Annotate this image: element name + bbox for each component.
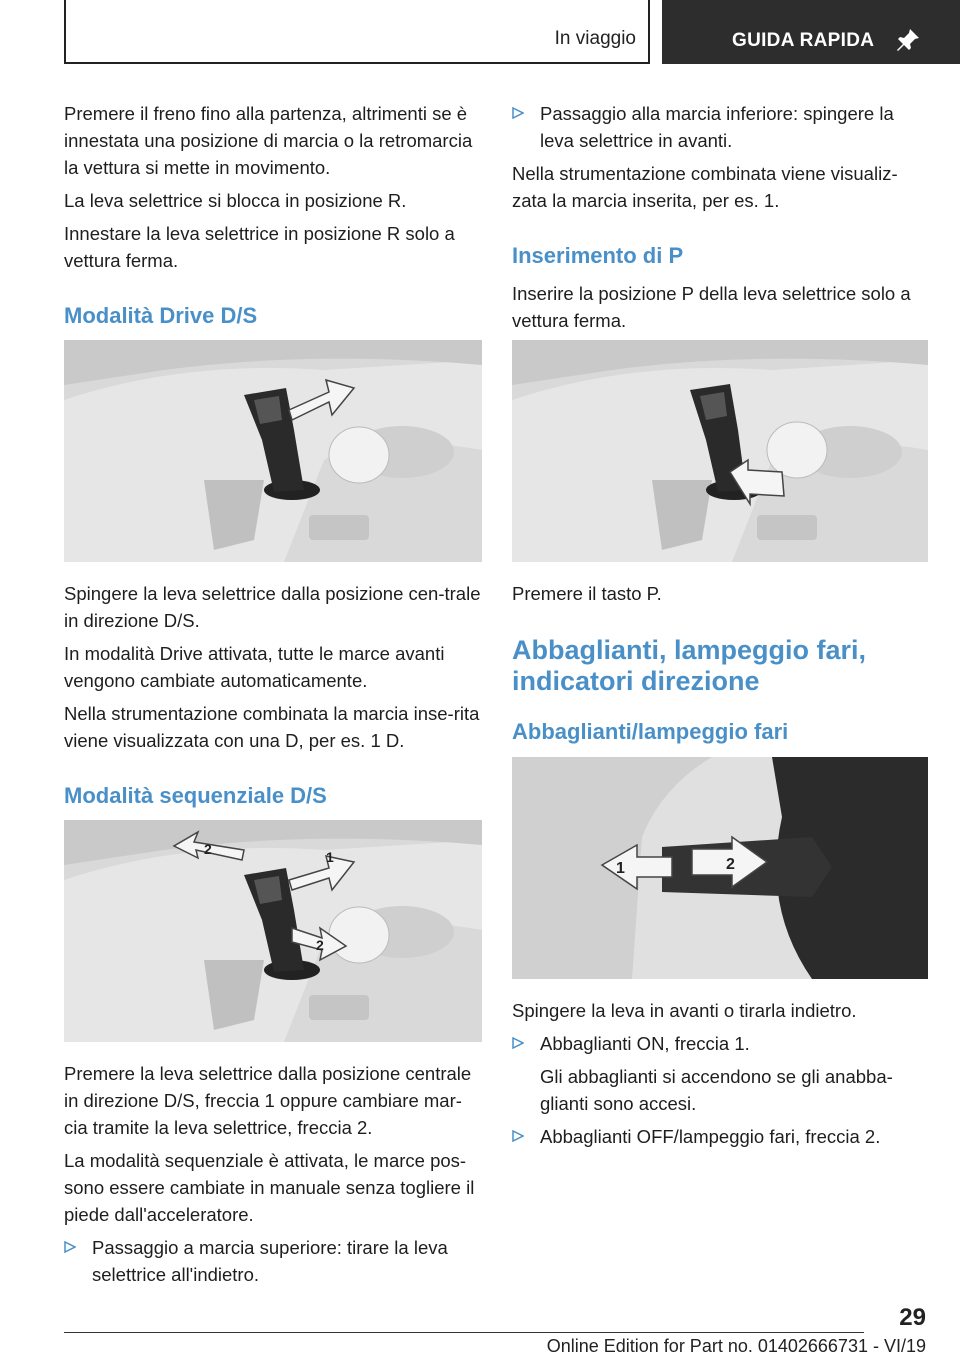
section-heading-park: Inserimento di P bbox=[512, 243, 684, 268]
paragraph: Nella strumentazione combinata la marcia inse-rita viene visualizzata con una D, per es. 1 D. bbox=[64, 703, 480, 751]
pin-icon bbox=[894, 26, 922, 54]
arrow-label-1: 1 bbox=[616, 860, 625, 877]
paragraph: Nella strumentazione combinata viene visualiz-zata la marcia inserita, per es. 1. bbox=[512, 163, 898, 211]
paragraph: Innestare la leva selettrice in posizione R solo a vettura ferma. bbox=[64, 223, 455, 271]
paragraph: La modalità sequenziale è attivata, le marce pos-sono essere cambiate in manuale senza togliere il piede dall'acceleratore. bbox=[64, 1150, 475, 1225]
edition-note: Online Edition for Part no. 01402666731 - VI/19 bbox=[546, 1336, 926, 1356]
figure-high-beam-stalk bbox=[512, 757, 928, 979]
figure-gear-lever-sequential bbox=[64, 820, 482, 1042]
sub-heading-high-beam: Abbaglianti/lampeggio fari bbox=[512, 719, 789, 744]
list-item: Passaggio a marcia superiore: tirare la leva selettrice all'indietro. bbox=[64, 1234, 482, 1288]
triangle-bullet-icon bbox=[512, 1037, 524, 1049]
arrow-label-2: 2 bbox=[726, 856, 735, 873]
triangle-bullet-icon bbox=[512, 1130, 524, 1142]
paragraph: La leva selettrice si blocca in posizione R. bbox=[64, 190, 407, 211]
footer-divider bbox=[64, 1332, 864, 1333]
chapter-heading: Abbaglianti, lampeggio fari, indicatori direzione bbox=[512, 635, 867, 696]
paragraph: Premere il tasto P. bbox=[512, 583, 662, 604]
chapter-tab[interactable] bbox=[662, 0, 960, 64]
section-heading-drive: Modalità Drive D/S bbox=[64, 303, 258, 328]
right-column bbox=[512, 100, 928, 1156]
arrow-label-2-bottom: 2 bbox=[316, 937, 324, 953]
list-item: Passaggio alla marcia inferiore: spingere la leva selettrice in avanti. bbox=[512, 100, 928, 154]
paragraph: Premere la leva selettrice dalla posizione centrale in direzione D/S, freccia 1 oppure cambiare mar-cia tramite la leva selettrice, freccia 2. bbox=[64, 1063, 472, 1138]
section-heading-sequential: Modalità sequenziale D/S bbox=[64, 783, 327, 808]
page-number: 29 bbox=[899, 1304, 926, 1331]
triangle-bullet-icon bbox=[64, 1241, 76, 1253]
triangle-bullet-icon bbox=[512, 107, 524, 119]
paragraph: Inserire la posizione P della leva selettrice solo a vettura ferma. bbox=[512, 283, 911, 331]
left-column bbox=[64, 100, 482, 1294]
figure-gear-lever-park bbox=[512, 340, 928, 562]
paragraph: Premere il freno fino alla partenza, altrimenti se è innestata una posizione di marcia o la retromarcia la vettura si mette in movimento. bbox=[64, 103, 473, 178]
paragraph: Spingere la leva in avanti o tirarla indietro. bbox=[512, 1000, 857, 1021]
list-item: Abbaglianti OFF/lampeggio fari, freccia 2. bbox=[512, 1123, 928, 1150]
arrow-label-1: 1 bbox=[326, 849, 334, 865]
chapter-tab-label: GUIDA RAPIDA bbox=[732, 30, 875, 51]
arrow-label-2-top: 2 bbox=[204, 841, 212, 857]
paragraph: In modalità Drive attivata, tutte le marce avanti vengono cambiate automaticamente. bbox=[64, 643, 445, 691]
list-item: Abbaglianti ON, freccia 1. bbox=[512, 1030, 928, 1057]
figure-gear-lever-drive bbox=[64, 340, 482, 562]
list-item-detail: Gli abbaglianti si accendono se gli anabba-glianti sono accesi. bbox=[540, 1066, 893, 1114]
paragraph: Spingere la leva selettrice dalla posizione cen-trale in direzione D/S. bbox=[64, 583, 481, 631]
section-title: In viaggio bbox=[554, 28, 636, 49]
